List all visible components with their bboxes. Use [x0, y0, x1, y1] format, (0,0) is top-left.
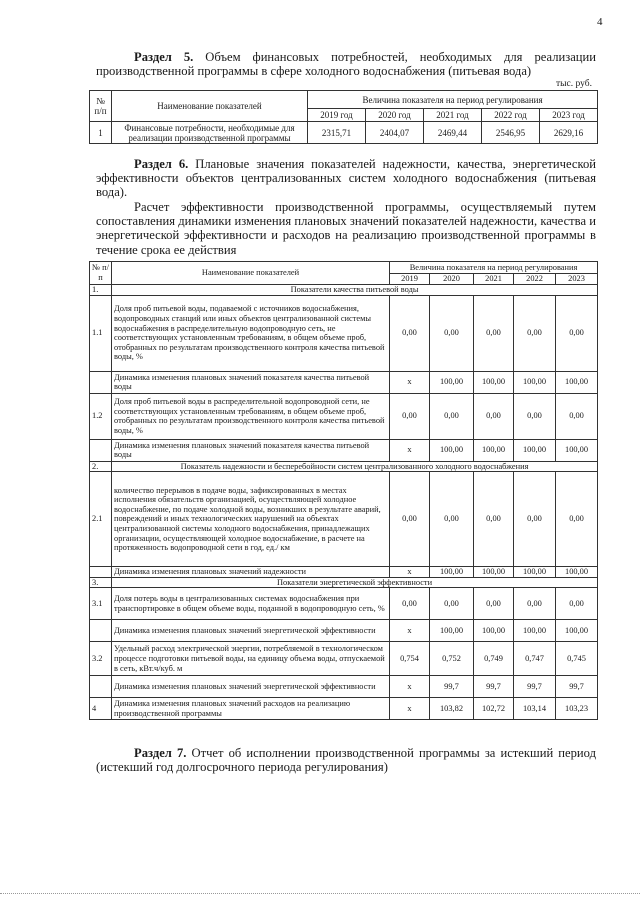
indicator-name: Динамика изменения плановых значений энергетической эффективности	[112, 620, 390, 642]
table-row	[90, 676, 598, 698]
table-row	[90, 642, 598, 676]
value-cell: 0,00	[474, 472, 514, 567]
row-number	[90, 371, 112, 393]
value-cell: 0,00	[556, 393, 598, 439]
value-cell: 0,00	[390, 472, 430, 567]
value-cell: 0,00	[474, 393, 514, 439]
value-cell: 0,00	[474, 295, 514, 371]
value-cell: 100,00	[556, 567, 598, 578]
indicator-name: количество перерывов в подаче воды, зафиксированных в местах исполнения обязательств организацией, осуществляющей холодное водоснабжение, по подаче холодной воды, возникших в результате аварий, повреждений и иных технологических нарушений на объектах централизованной системы холодного водоснабжения, принадлежащих организации, осуществляющей холодное водоснабжение, в расчете на протяженность водопроводной сети в год, ед./ км	[112, 472, 390, 567]
table-section-row	[90, 461, 598, 472]
row-number: 3.1	[90, 588, 112, 620]
value-cell: 99,7	[556, 676, 598, 698]
value-cell: 100,00	[514, 371, 556, 393]
value-cell: 0,00	[430, 472, 474, 567]
page-number: 4	[597, 16, 603, 28]
row-number: 1.2	[90, 393, 112, 439]
value-cell: 100,00	[556, 371, 598, 393]
value-cell: 103,23	[556, 698, 598, 720]
value-cell: х	[390, 439, 430, 461]
indicator-name: Доля проб питьевой воды в распределительной водопроводной сети, не соответствующих установленным требованиям, в общем объеме проб, отобранных по результатам производственного контроля качества питьевой воды, %	[112, 393, 390, 439]
indicator-name: Доля потерь воды в централизованных системах водоснабжения при транспортировке в общем объеме воды, поданной в водопроводную сеть, %	[112, 588, 390, 620]
value-cell: 0,00	[430, 393, 474, 439]
section7-text: Отчет об исполнении производственной программы за истекший период (истекший год долгосрочного периода регулирования)	[96, 746, 596, 775]
value-cell: 100,00	[474, 620, 514, 642]
table-section-row	[90, 285, 598, 296]
row-number: 3.	[90, 577, 112, 588]
value-cell: 103,82	[430, 698, 474, 720]
units-label: тыс. руб.	[556, 79, 592, 89]
indicator-name: Динамика изменения плановых значений надежности	[112, 567, 390, 578]
t2-year: 2019	[390, 274, 430, 285]
section-title: Показатели качества питьевой воды	[112, 285, 598, 296]
indicator-name: Доля проб питьевой воды, подаваемой с источников водоснабжения, водопроводных станций или иных объектов централизованной системы водоснабжения в распределительную водопроводную сеть, не соответствующих установленным требованиям, в общем объеме проб, отобранных по результатам производственного контроля качества питьевой воды, %	[112, 295, 390, 371]
t1-row-num: 1	[90, 122, 112, 144]
row-number	[90, 567, 112, 578]
indicator-name: Динамика изменения плановых значений расходов на реализацию производственной программы	[112, 698, 390, 720]
t2-header-num: № п/п	[90, 262, 112, 285]
value-cell: 99,7	[430, 676, 474, 698]
section5-heading	[96, 50, 596, 78]
row-number: 1.	[90, 285, 112, 296]
value-cell: 100,00	[514, 439, 556, 461]
value-cell: 100,00	[430, 371, 474, 393]
value-cell: 100,00	[556, 439, 598, 461]
t1-year: 2022 год	[482, 109, 540, 122]
row-number	[90, 439, 112, 461]
indicator-name: Удельный расход электрической энергии, потребляемой в технологическом процессе подготовки питьевой воды, на единицу объема воды, отпускаемой в сеть, кВт.ч/куб. м	[112, 642, 390, 676]
value-cell: 0,747	[514, 642, 556, 676]
t2-year: 2023	[556, 274, 598, 285]
value-cell: 102,72	[474, 698, 514, 720]
value-cell: 100,00	[474, 371, 514, 393]
value-cell: 0,00	[556, 472, 598, 567]
section-title: Показатели энергетической эффективности	[112, 577, 598, 588]
section6-paragraph: Расчет эффективности производственной программы, осуществляемый путем сопоставления динамики изменения плановых значений показателей надежности, качества и энергетической эффективности и расходов на реализацию производственной программы в течение срока ее действия	[96, 200, 596, 257]
t2-year: 2020	[430, 274, 474, 285]
t1-cell: 2546,95	[482, 122, 540, 144]
row-number: 3.2	[90, 642, 112, 676]
t2-year: 2021	[474, 274, 514, 285]
table-row	[90, 588, 598, 620]
value-cell: 103,14	[514, 698, 556, 720]
t1-cell: 2629,16	[540, 122, 598, 144]
row-number: 2.1	[90, 472, 112, 567]
value-cell: 100,00	[556, 620, 598, 642]
value-cell: х	[390, 620, 430, 642]
value-cell: 100,00	[430, 567, 474, 578]
value-cell: х	[390, 567, 430, 578]
value-cell: х	[390, 698, 430, 720]
value-cell: 0,00	[514, 588, 556, 620]
value-cell: 0,00	[556, 588, 598, 620]
value-cell: 0,00	[430, 295, 474, 371]
t1-cell: 2404,07	[366, 122, 424, 144]
value-cell: 100,00	[474, 439, 514, 461]
t1-year: 2021 год	[424, 109, 482, 122]
t1-row-name: Финансовые потребности, необходимые для реализации производственной программы	[112, 122, 308, 144]
value-cell: 0,00	[514, 393, 556, 439]
section6-text: Плановые значения показателей надежности, качества, энергетической эффективности объектов централизованных систем холодного водоснабжения (питьевая вода).	[96, 157, 596, 200]
value-cell: 0,00	[514, 295, 556, 371]
t2-year: 2022	[514, 274, 556, 285]
section7-label: Раздел 7.	[134, 746, 187, 760]
indicator-name: Динамика изменения плановых значений энергетической эффективности	[112, 676, 390, 698]
t1-header-num: № п/п	[90, 91, 112, 122]
section6-heading	[96, 157, 596, 200]
value-cell: 0,749	[474, 642, 514, 676]
table-row	[90, 439, 598, 461]
value-cell: 0,00	[430, 588, 474, 620]
value-cell: х	[390, 371, 430, 393]
t1-header-name: Наименование показателей	[112, 91, 308, 122]
value-cell: 100,00	[430, 620, 474, 642]
t1-year: 2020 год	[366, 109, 424, 122]
value-cell: х	[390, 676, 430, 698]
section-title: Показатель надежности и бесперебойности систем централизованного холодного водоснабжения	[112, 461, 598, 472]
t2-header-value: Величина показателя на период регулирования	[390, 262, 598, 274]
section7-heading	[96, 746, 596, 774]
table-row	[90, 472, 598, 567]
value-cell: 0,754	[390, 642, 430, 676]
indicator-name: Динамика изменения плановых значений показателя качества питьевой воды	[112, 371, 390, 393]
section5-text: Объем финансовых потребностей, необходимых для реализации производственной программы в сфере холодного водоснабжения (питьевая вода)	[96, 50, 596, 79]
row-number	[90, 676, 112, 698]
t1-year: 2019 год	[308, 109, 366, 122]
value-cell: 100,00	[474, 567, 514, 578]
table-row	[90, 698, 598, 720]
section6-label: Раздел 6.	[134, 157, 189, 171]
value-cell: 100,00	[514, 620, 556, 642]
value-cell: 99,7	[514, 676, 556, 698]
value-cell: 0,745	[556, 642, 598, 676]
indicators-table	[89, 261, 598, 720]
value-cell: 100,00	[430, 439, 474, 461]
table-row	[90, 371, 598, 393]
row-number: 1.1	[90, 295, 112, 371]
value-cell: 99,7	[474, 676, 514, 698]
table-row	[90, 620, 598, 642]
page-bottom-rule	[0, 893, 640, 894]
value-cell: 0,00	[390, 588, 430, 620]
value-cell: 0,752	[430, 642, 474, 676]
value-cell: 0,00	[390, 295, 430, 371]
row-number: 2.	[90, 461, 112, 472]
value-cell: 0,00	[390, 393, 430, 439]
table-row	[90, 567, 598, 578]
value-cell: 0,00	[556, 295, 598, 371]
section5-label: Раздел 5.	[134, 50, 194, 64]
value-cell: 100,00	[514, 567, 556, 578]
t1-header-value: Величина показателя на период регулирования	[308, 91, 598, 109]
t1-cell: 2315,71	[308, 122, 366, 144]
t1-cell: 2469,44	[424, 122, 482, 144]
value-cell: 0,00	[514, 472, 556, 567]
table-section-row	[90, 577, 598, 588]
row-number: 4	[90, 698, 112, 720]
financial-table	[89, 90, 598, 144]
table-row	[90, 295, 598, 371]
indicator-name: Динамика изменения плановых значений показателя качества питьевой воды	[112, 439, 390, 461]
row-number	[90, 620, 112, 642]
t1-year: 2023 год	[540, 109, 598, 122]
table-row	[90, 393, 598, 439]
value-cell: 0,00	[474, 588, 514, 620]
t2-header-name: Наименование показателей	[112, 262, 390, 285]
